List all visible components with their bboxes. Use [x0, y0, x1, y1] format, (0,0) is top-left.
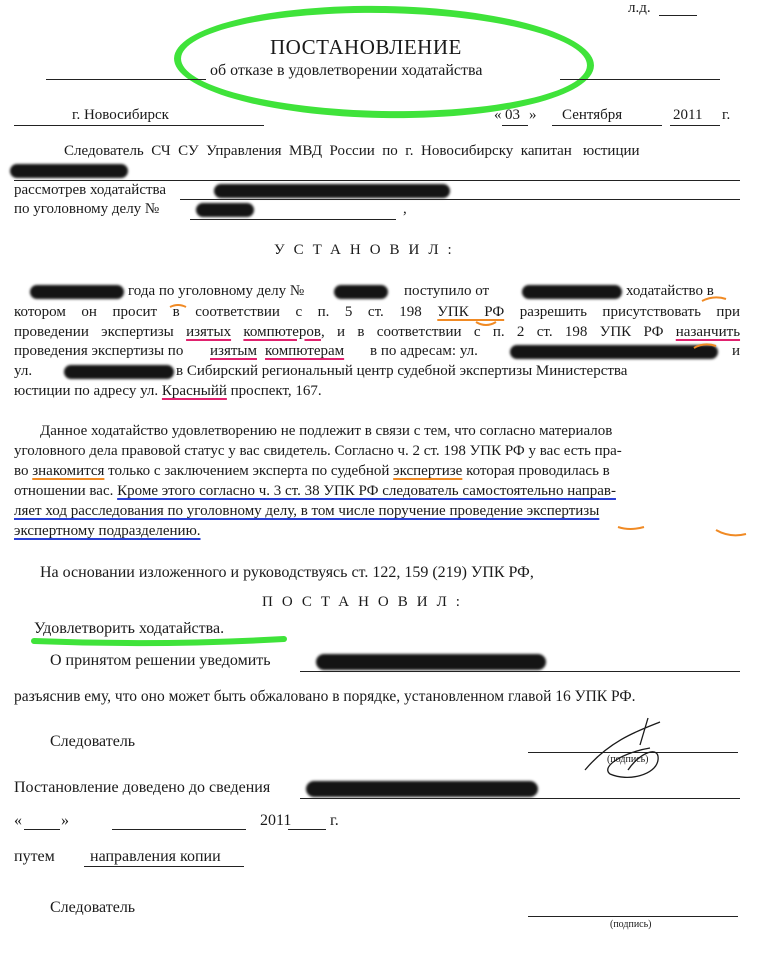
delivery-rule	[300, 798, 740, 799]
delivery-label: Постановление доведено до сведения	[14, 779, 271, 796]
signature2-caption: (подпись)	[610, 919, 652, 930]
p1-l2-end: разрешить присутствовать при	[504, 304, 740, 320]
delivery-year-line	[288, 829, 326, 830]
typo-izyatym: изятым	[210, 343, 257, 359]
delivery-quote-open: «	[14, 812, 22, 829]
date-close-quote: »	[529, 107, 537, 123]
date-month: Сентября	[562, 107, 623, 123]
typo-izyatyh: изятых	[186, 323, 232, 340]
p1-l1-c: ходатайство в	[626, 283, 714, 299]
typo-znakomitsya: знакомится	[32, 463, 105, 479]
p1-l4-a: проведения экспертизы по	[14, 343, 184, 359]
typo-ekspertize: экспертизе	[393, 463, 463, 479]
p2-line-5: ляет ход расследования по уголовному делу, в том числе поручение проведение экспертизы	[14, 503, 600, 519]
petition-label: рассмотрев ходатайства	[14, 182, 167, 198]
p2-line-1: Данное ходатайство удовлетворению не подлежит в связи с тем, что согласно материалов	[40, 423, 613, 439]
delivery-year: 2011	[260, 812, 292, 829]
p1-upk-mark: УПК РФ	[437, 304, 505, 320]
date-open-quote: «	[494, 107, 502, 123]
p1-l2-text: котором он просит в соответствии с п. 5 ст. 198	[14, 304, 438, 320]
p1-l4-e: в по адресам: ул.	[370, 343, 478, 359]
document-subtitle: об отказе в удовлетворении ходатайства	[210, 62, 483, 79]
p1-l6-c: проспект, 167.	[226, 383, 322, 399]
p1-l3-text: проведении экспертизы	[14, 323, 187, 340]
p2-line-2: уголовного дела правовой статус у вас свидетель. Согласно ч. 2 ст. 198 УПК РФ у вас есть пра-	[14, 443, 622, 459]
city: г. Новосибирск	[72, 107, 169, 123]
resolved-heading: ПОСТАНОВИЛ:	[262, 594, 469, 610]
signature2-line	[528, 916, 738, 917]
intro-line: Следователь СЧ СУ Управления МВД России по г. Новосибирску капитан юстиции	[64, 143, 640, 159]
p2-l3-c: только с заключением эксперта по судебной	[104, 463, 394, 479]
signature1-label: Следователь	[50, 733, 136, 750]
signature2-label: Следователь	[50, 899, 136, 916]
case-sheet-label: л.д.	[628, 0, 651, 16]
p2-l4-a: отношении вас.	[14, 483, 118, 499]
p1-l5-a: ул.	[14, 363, 33, 379]
delivery-year-suffix: г.	[330, 812, 339, 829]
typo-nazanchit: назанчить	[675, 323, 741, 340]
explain-text: разъяснив ему, что оно может быть обжаловано в порядке, установленном главой 16 УПК РФ.	[14, 688, 636, 705]
case-comma: ,	[403, 201, 407, 217]
p2-l3-a: во	[14, 463, 33, 479]
p1-l1-b: поступило от	[404, 283, 490, 299]
document-title: ПОСТАНОВЛЕНИЕ	[270, 35, 462, 59]
typo-krasnyi: Красныйй	[161, 383, 227, 399]
p1-l3-mid: , и в соответствии с п. 2 ст. 198 УПК РФ	[320, 323, 676, 340]
date-day: 03	[505, 107, 520, 123]
p2-l4-highlight: Кроме этого согласно ч. 3 ст. 38 УПК РФ следователь самостоятельно направ-	[117, 483, 616, 499]
method-rule	[84, 866, 244, 867]
p1-l5-b: в Сибирский региональный центр судебной экспертизы Министерства	[176, 363, 628, 379]
decision-text: Удовлетворить ходатайства.	[34, 620, 225, 637]
method-label: путем	[14, 848, 55, 865]
p1-l1-a: года по уголовному делу №	[128, 283, 305, 299]
p2-l3-e: которая проводилась в	[462, 463, 610, 479]
delivery-quote-close: »	[61, 812, 69, 829]
delivery-day-line	[24, 829, 60, 830]
date-year-suffix: г.	[722, 107, 731, 123]
date-year: 2011	[673, 107, 703, 123]
typo-kompyuterov: компютеров	[243, 323, 321, 340]
notify-label: О принятом решении уведомить	[50, 652, 271, 669]
delivery-month-line	[112, 829, 246, 830]
method-value: направления копии	[90, 848, 221, 865]
p2-line-6: экспертному подразделению.	[14, 523, 201, 539]
typo-kompyuteram: компютерам	[265, 343, 345, 359]
basis-text: На основании изложенного и руководствуясь ст. 122, 159 (219) УПК РФ,	[40, 564, 534, 581]
established-heading: УСТАНОВИЛ:	[274, 242, 461, 258]
signature1-caption: (подпись)	[607, 754, 649, 765]
p1-l6-a: юстиции по адресу ул.	[14, 383, 162, 399]
redacted-delivery-name	[306, 781, 538, 797]
case-label: по уголовному делу №	[14, 201, 160, 217]
p1-l4-f: и	[732, 343, 741, 359]
